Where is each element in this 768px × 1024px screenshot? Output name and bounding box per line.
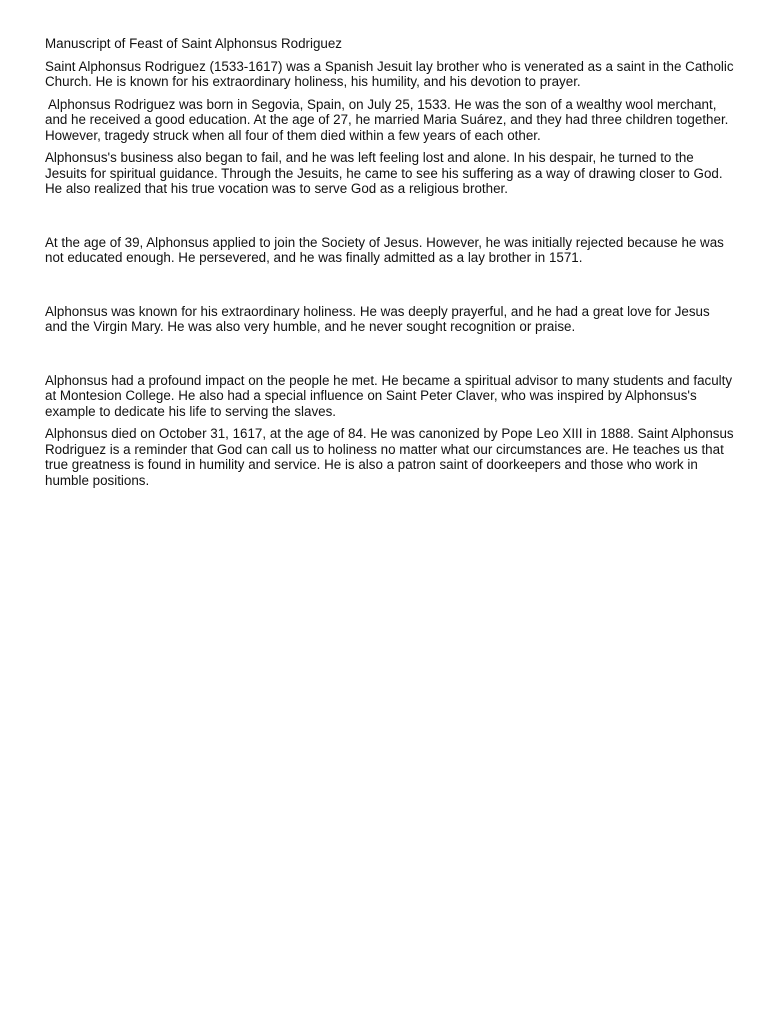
paragraph-society-of-jesus: At the age of 39, Alphonsus applied to join the Society of Jesus. However, he was initially rejected because he was not educated enough. He persevered, and he was finally admitted as a lay brother in 1571. [45,234,724,265]
paragraph-despair: Alphonsus's business also began to fail, and he was left feeling lost and alone. In his despair, he turned to the Jesuits for spiritual guidance. Through the Jesuits, he came to see his suffering as a way of drawing closer to God. He also realized that his true vocation was to serve God as a religious brother. [45,150,723,196]
document-title: Manuscript of Feast of Saint Alphonsus Rodriguez [45,36,342,51]
paragraph-intro: Saint Alphonsus Rodriguez (1533-1617) was a Spanish Jesuit lay brother who is venerated as a saint in the Catholic Church. He is known for his extraordinary holiness, his humility, and his devotion to prayer. [45,58,734,89]
paragraph-impact: Alphonsus had a profound impact on the people he met. He became a spiritual advisor to many students and faculty at Montesion College. He also had a special influence on Saint Peter Claver, who was inspired by Alphonsus's example to dedicate his life to serving the slaves. [45,372,733,419]
document-page [45,36,735,495]
paragraph-holiness: Alphonsus was known for his extraordinary holiness. He was deeply prayerful, and he had a great love for Jesus and the Virgin Mary. He was also very humble, and he never sought recognition or praise. [45,303,710,334]
paragraph-early-life: Alphonsus Rodriguez was born in Segovia, Spain, on July 25, 1533. He was the son of a wealthy wool merchant, and he received a good education. At the age of 27, he married Maria Suárez, and they had three children together. However, tragedy struck when all four of them died within a few years of each other. [45,96,729,143]
paragraph-death-canonization: Alphonsus died on October 31, 1617, at the age of 84. He was canonized by Pope Leo XIII in 1888. Saint Alphonsus Rodriguez is a reminder that God can call us to holiness no matter what our circumstances are. He teaches us that true greatness is found in humility and service. He is also a patron saint of doorkeepers and those who work in humble positions. [45,426,734,488]
